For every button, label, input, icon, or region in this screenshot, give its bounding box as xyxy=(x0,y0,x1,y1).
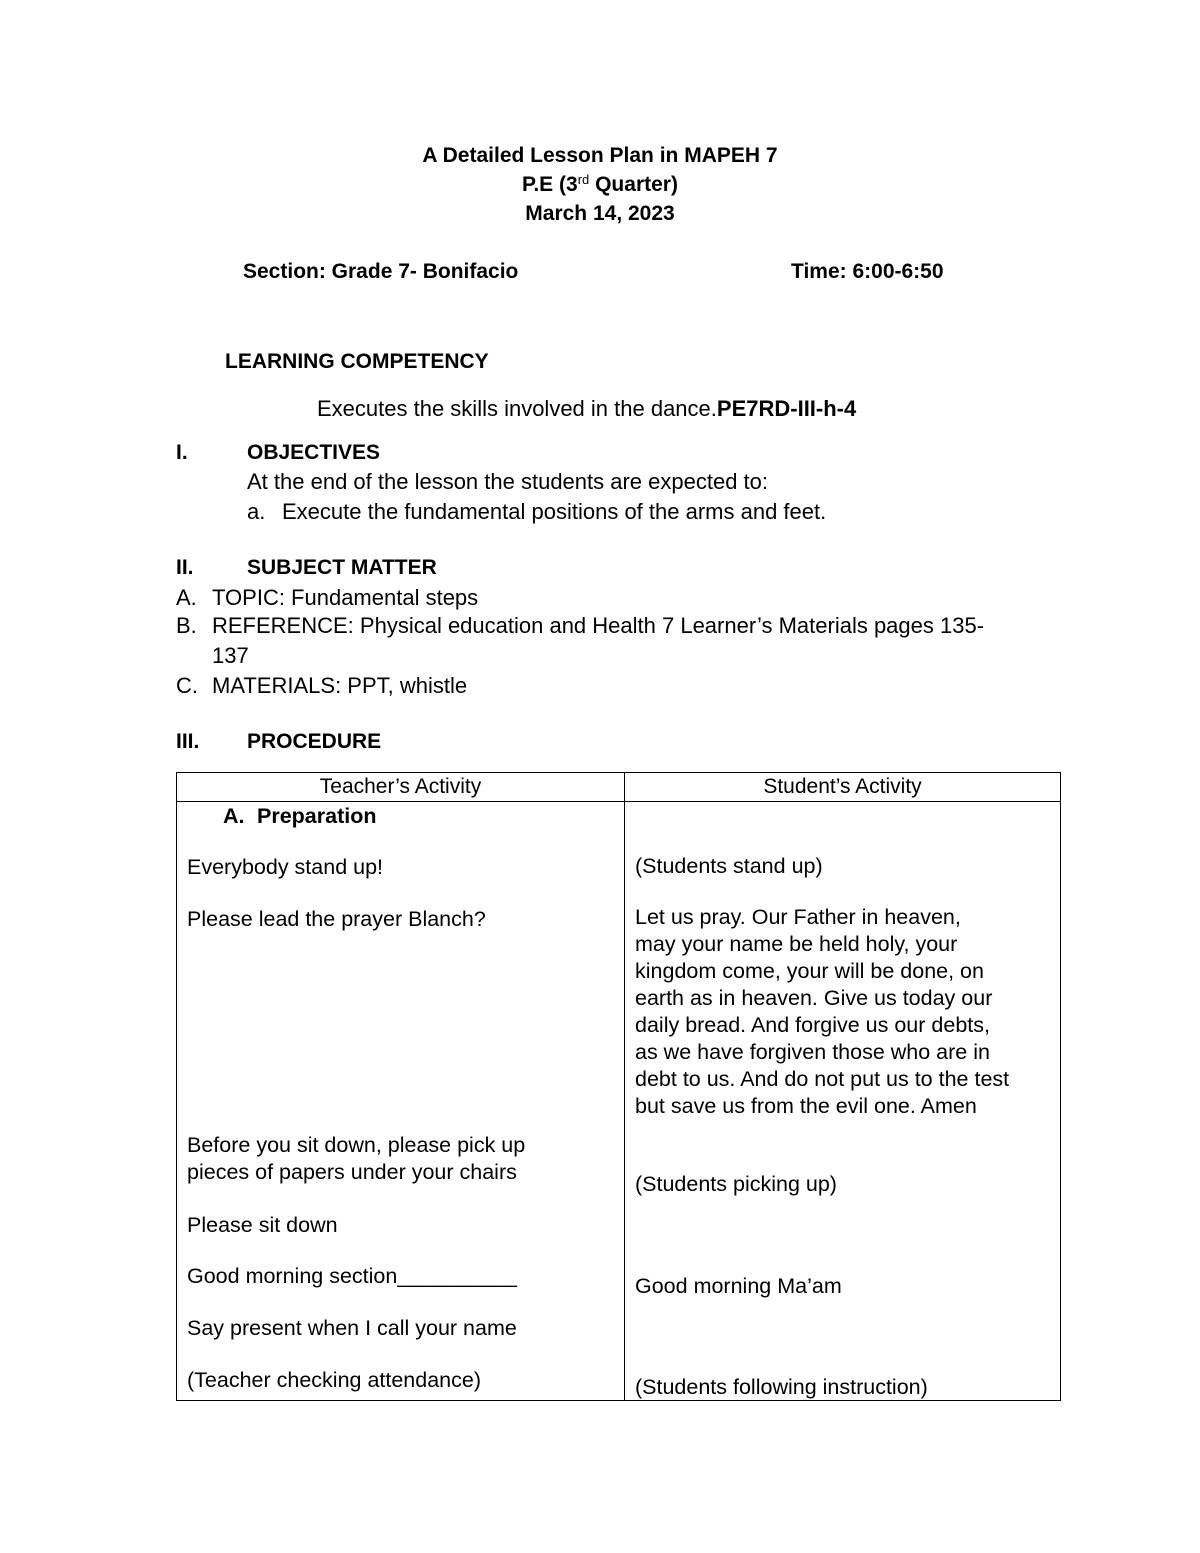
subtitle-superscript: rd xyxy=(577,172,590,187)
student-line: daily bread. And forgive us our debts, xyxy=(635,1013,990,1037)
competency-code: PE7RD-III-h-4 xyxy=(716,396,857,421)
preparation-letter: A. xyxy=(223,804,245,828)
student-line: (Students following instruction) xyxy=(635,1375,928,1399)
subject-item-materials xyxy=(176,673,467,699)
subject-item-reference xyxy=(176,613,984,639)
competency-heading: LEARNING COMPETENCY xyxy=(225,350,489,373)
subject-item-letter: B. xyxy=(176,613,197,638)
objective-item xyxy=(247,499,826,525)
objectives-intro: At the end of the lesson the students are expected to: xyxy=(247,469,769,494)
teacher-line: Everybody stand up! xyxy=(187,855,384,879)
table-header-row xyxy=(177,773,1061,802)
procedure-numeral: III. xyxy=(176,730,200,753)
student-activity-cell xyxy=(625,802,1061,1401)
section-label: Section: Grade 7- Bonifacio xyxy=(243,260,519,283)
time-label: Time: 6:00-6:50 xyxy=(791,260,944,283)
subject-item-letter: A. xyxy=(176,585,197,610)
competency-text: Executes the skills involved in the dance. xyxy=(317,396,717,421)
teacher-line: Before you sit down, please pick up xyxy=(187,1133,526,1157)
student-line: kingdom come, your will be done, on xyxy=(635,959,984,983)
student-line: but save us from the evil one. Amen xyxy=(635,1094,977,1118)
objective-item-text: Execute the fundamental positions of the arms and feet. xyxy=(282,499,827,524)
column-header-student: Student’s Activity xyxy=(625,773,1061,802)
student-line: Good morning Ma’am xyxy=(635,1274,842,1298)
objectives-numeral: I. xyxy=(176,441,188,464)
subject-item-reference-continued: 137 xyxy=(212,643,249,668)
document-date: March 14, 2023 xyxy=(525,202,675,225)
objective-item-letter: a. xyxy=(247,499,266,524)
student-line: (Students picking up) xyxy=(635,1172,837,1196)
subject-item-text: REFERENCE: Physical education and Health 7 Learner’s Materials pages 135- xyxy=(212,613,985,638)
student-line: Let us pray. Our Father in heaven, xyxy=(635,905,961,929)
teacher-line: Good morning section__________ xyxy=(187,1264,517,1288)
teacher-line: (Teacher checking attendance) xyxy=(187,1368,482,1392)
student-line: as we have forgiven those who are in xyxy=(635,1040,990,1064)
subject-item-letter: C. xyxy=(176,673,198,698)
procedure-heading: PROCEDURE xyxy=(247,730,382,753)
subject-item-text: MATERIALS: PPT, whistle xyxy=(212,673,468,698)
teacher-line: Say present when I call your name xyxy=(187,1316,517,1340)
column-header-teacher: Teacher’s Activity xyxy=(177,773,625,802)
document-subtitle xyxy=(0,173,1200,197)
teacher-line: Please lead the prayer Blanch? xyxy=(187,907,486,931)
subject-matter-heading: SUBJECT MATTER xyxy=(247,556,437,579)
table-row xyxy=(177,802,1061,1401)
objectives-heading: OBJECTIVES xyxy=(247,441,381,464)
teacher-line: pieces of papers under your chairs xyxy=(187,1160,517,1184)
preparation-title: Preparation xyxy=(257,804,377,828)
student-line: debt to us. And do not put us to the test xyxy=(635,1067,1010,1091)
document-title: A Detailed Lesson Plan in MAPEH 7 xyxy=(422,144,778,167)
subject-item-topic xyxy=(176,585,478,611)
subject-matter-numeral: II. xyxy=(176,556,194,579)
teacher-activity-cell xyxy=(177,802,625,1401)
subtitle-suffix: Quarter) xyxy=(589,173,678,196)
subtitle-prefix: P.E (3 xyxy=(522,173,578,196)
procedure-table xyxy=(176,772,1061,1401)
preparation-heading xyxy=(223,804,376,829)
competency-statement xyxy=(317,396,856,422)
student-line: may your name be held holy, your xyxy=(635,932,958,956)
student-line: earth as in heaven. Give us today our xyxy=(635,986,993,1010)
teacher-line: Please sit down xyxy=(187,1213,338,1237)
student-line: (Students stand up) xyxy=(635,854,823,878)
subject-item-text: TOPIC: Fundamental steps xyxy=(212,585,479,610)
